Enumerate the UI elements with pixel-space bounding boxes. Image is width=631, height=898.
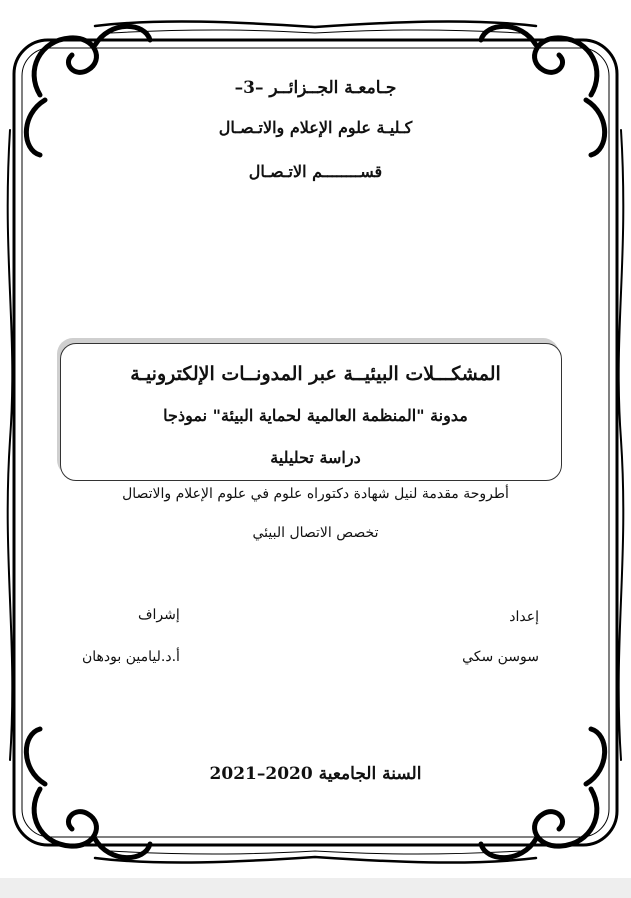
thesis-main-title: المشكـــلات البيئيــة عبر المدونــات الإلكترونيـة xyxy=(130,363,501,385)
university-name: جـامعـة الجــزائــر –3– xyxy=(234,78,397,98)
thesis-subtitle: مدونة "المنظمة العالمية لحماية البيئة" نموذجا xyxy=(163,406,468,425)
academic-year: السنة الجامعية 2020–2021 xyxy=(209,764,422,784)
prepared-by-label: إعداد xyxy=(509,609,539,625)
page-bottom-strip xyxy=(0,878,631,898)
prepared-by-name: سوسن سكي xyxy=(462,649,539,665)
supervisor-name: أ.د.ليامين بودهان xyxy=(82,649,180,665)
study-type: دراسة تحليلية xyxy=(270,448,361,467)
corner-ornament-bottom-right xyxy=(481,729,605,858)
corner-ornament-bottom-left xyxy=(26,729,150,858)
department-name: قســــــــم الاتـصـال xyxy=(248,162,383,181)
faculty-name: كـليـة علوم الإعلام والاتـصـال xyxy=(218,118,413,137)
specialization: تخصص الاتصال البيئي xyxy=(252,525,379,541)
supervisor-label: إشراف xyxy=(138,607,180,623)
thesis-purpose: أطروحة مقدمة لنيل شهادة دكتوراه علوم في علوم الإعلام والاتصال xyxy=(122,486,509,502)
